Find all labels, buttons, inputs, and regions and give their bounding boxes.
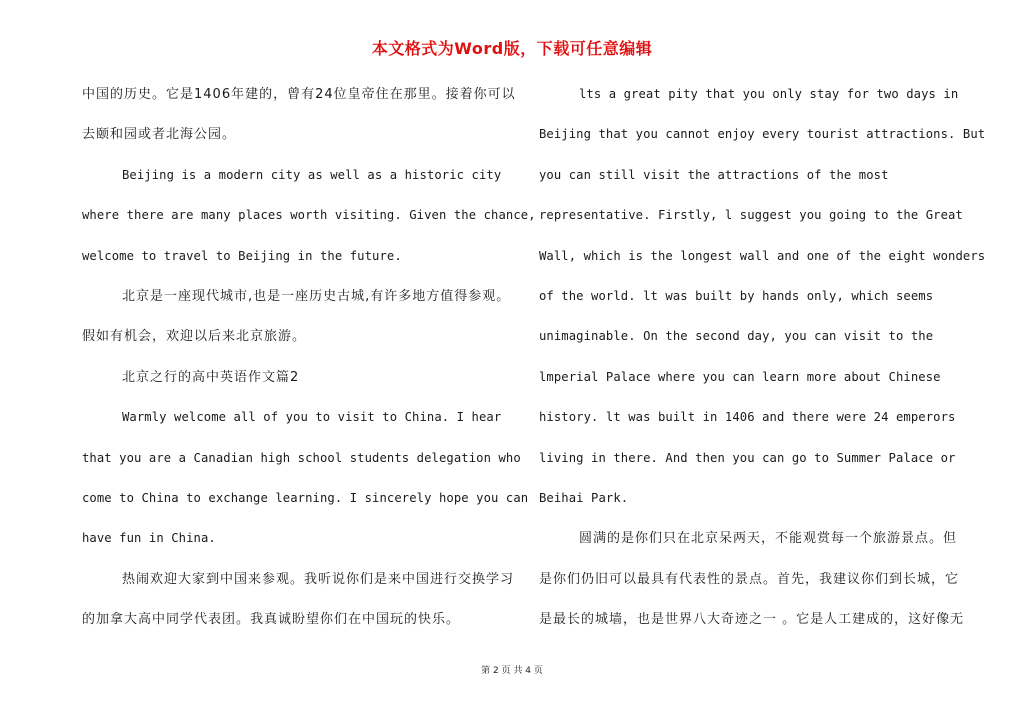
text-line: of the world. lt was built by hands only, which seems [539, 288, 934, 303]
text-line: 是你们仍旧可以最具有代表性的景点。首先，我建议你们到长城，它 [539, 571, 960, 587]
text-line: Warmly welcome all of you to visit to China. I hear [122, 410, 502, 425]
text-line: 北京之行的高中英语作文篇2 [122, 369, 300, 385]
text-line: you can still visit the attractions of the most [539, 167, 889, 182]
text-line: Beijing is a modern city as well as a historic city [122, 167, 502, 182]
text-line: that you are a Canadian high school students delegation who [82, 450, 521, 465]
text-line: have fun in China. [82, 531, 216, 546]
text-line: lmperial Palace where you can learn more about Chinese [539, 369, 941, 384]
text-line: 热闹欢迎大家到中国来参观。我听说你们是来中国进行交换学习 [122, 571, 515, 587]
text-line: welcome to travel to Beijing in the future. [82, 248, 402, 263]
left-column [82, 86, 536, 651]
text-line: history. lt was built in 1406 and there were 24 emperors [539, 410, 956, 425]
document-banner: 本文格式为Word版，下载可任意编辑 [371, 39, 653, 58]
page-number: 第 2 页 共 4 页 [481, 666, 543, 676]
text-line: Wall, which is the longest wall and one of the eight wonders [539, 248, 986, 263]
text-line: 圆满的是你们只在北京呆两天，不能观赏每一个旅游景点。但 [579, 531, 958, 547]
text-line: living in there. And then you can go to Summer Palace or [539, 450, 956, 465]
text-line: 假如有机会，欢迎以后来北京旅游。 [82, 329, 307, 345]
right-column [539, 86, 986, 651]
text-line: where there are many places worth visiting. Given the chance, [82, 208, 536, 223]
text-line: 北京是一座现代城市,也是一座历史古城,有许多地方值得参观。 [122, 288, 511, 304]
text-line: come to China to exchange learning. I sincerely hope you can [82, 490, 529, 505]
text-line: 的加拿大高中同学代表团。我真诚盼望你们在中国玩的快乐。 [82, 612, 461, 628]
text-line: Beihai Park. [539, 490, 629, 505]
text-line: 去颐和园或者北海公园。 [82, 127, 237, 143]
text-line: unimaginable. On the second day, you can visit to the [539, 329, 934, 344]
text-line: Beijing that you cannot enjoy every tourist attractions. But [539, 127, 986, 142]
text-line: lts a great pity that you only stay for two days in [579, 87, 959, 101]
text-line: 中国的历史。它是1406年建的，曾有24位皇帝住在那里。接着你可以 [82, 87, 516, 102]
text-line: 是最长的城墙，也是世界八大奇迹之一 。它是人工建成的，这好像无 [539, 612, 965, 628]
text-line: representative. Firstly, l suggest you going to the Great [539, 208, 963, 223]
